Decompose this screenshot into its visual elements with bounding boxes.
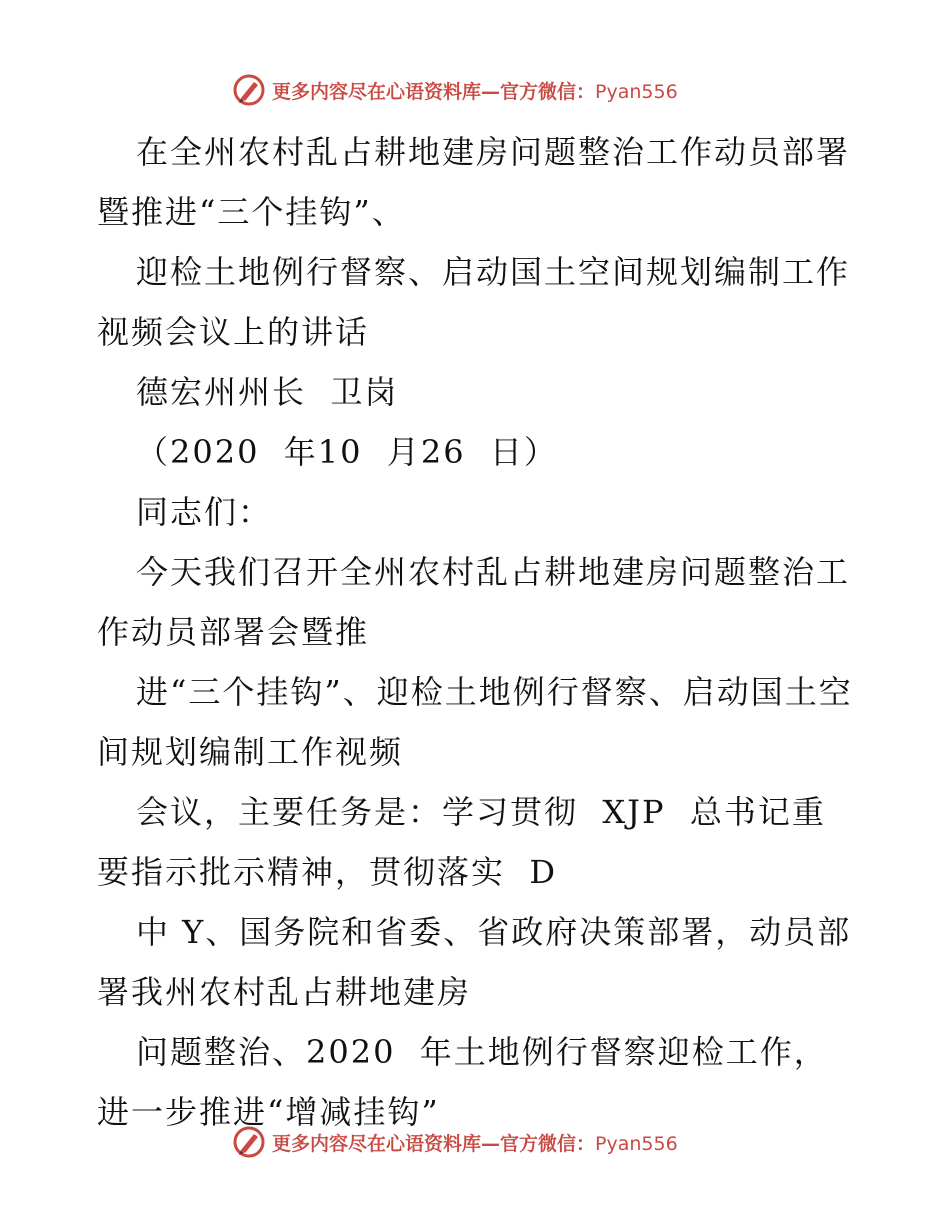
- body-paragraph: 进“三个挂钩”、迎检土地例行督察、启动国土空间规划编制工作视频: [97, 673, 853, 771]
- watermark-text: 更多内容尽在心语资料库—官方微信：Pyan556: [272, 80, 678, 103]
- speaker-line: 德宏州州长 卫岗: [136, 373, 399, 411]
- salutation: 同志们：: [136, 493, 273, 531]
- header-watermark: [232, 72, 678, 108]
- body-paragraph: 今天我们召开全州农村乱占耕地建房问题整治工作动员部署会暨推: [97, 553, 851, 651]
- pen-quill-icon: [232, 1125, 266, 1159]
- watermark-text: 更多内容尽在心语资料库—官方微信：Pyan556: [272, 1132, 678, 1155]
- date-line: （2020 年10 月26 日）: [136, 433, 558, 471]
- footer-watermark: [232, 1124, 678, 1160]
- pen-quill-icon: [232, 73, 266, 107]
- document-body: [97, 122, 857, 1142]
- body-paragraph: 问题整治、2020 年土地例行督察迎检工作，进一步推进“增减挂钩”: [97, 1033, 828, 1131]
- body-paragraph: 中 Y、国务院和省委、省政府决策部署，动员部署我州农村乱占耕地建房: [97, 913, 852, 1011]
- title-paragraph: 在全州农村乱占耕地建房问题整治工作动员部署暨推进“三个挂钩”、: [97, 133, 851, 231]
- body-paragraph: 会议，主要任务是：学习贯彻 XJP 总书记重要指示批示精神，贯彻落实 D: [97, 793, 826, 891]
- title-paragraph: 迎检土地例行督察、启动国土空间规划编制工作视频会议上的讲话: [97, 253, 851, 351]
